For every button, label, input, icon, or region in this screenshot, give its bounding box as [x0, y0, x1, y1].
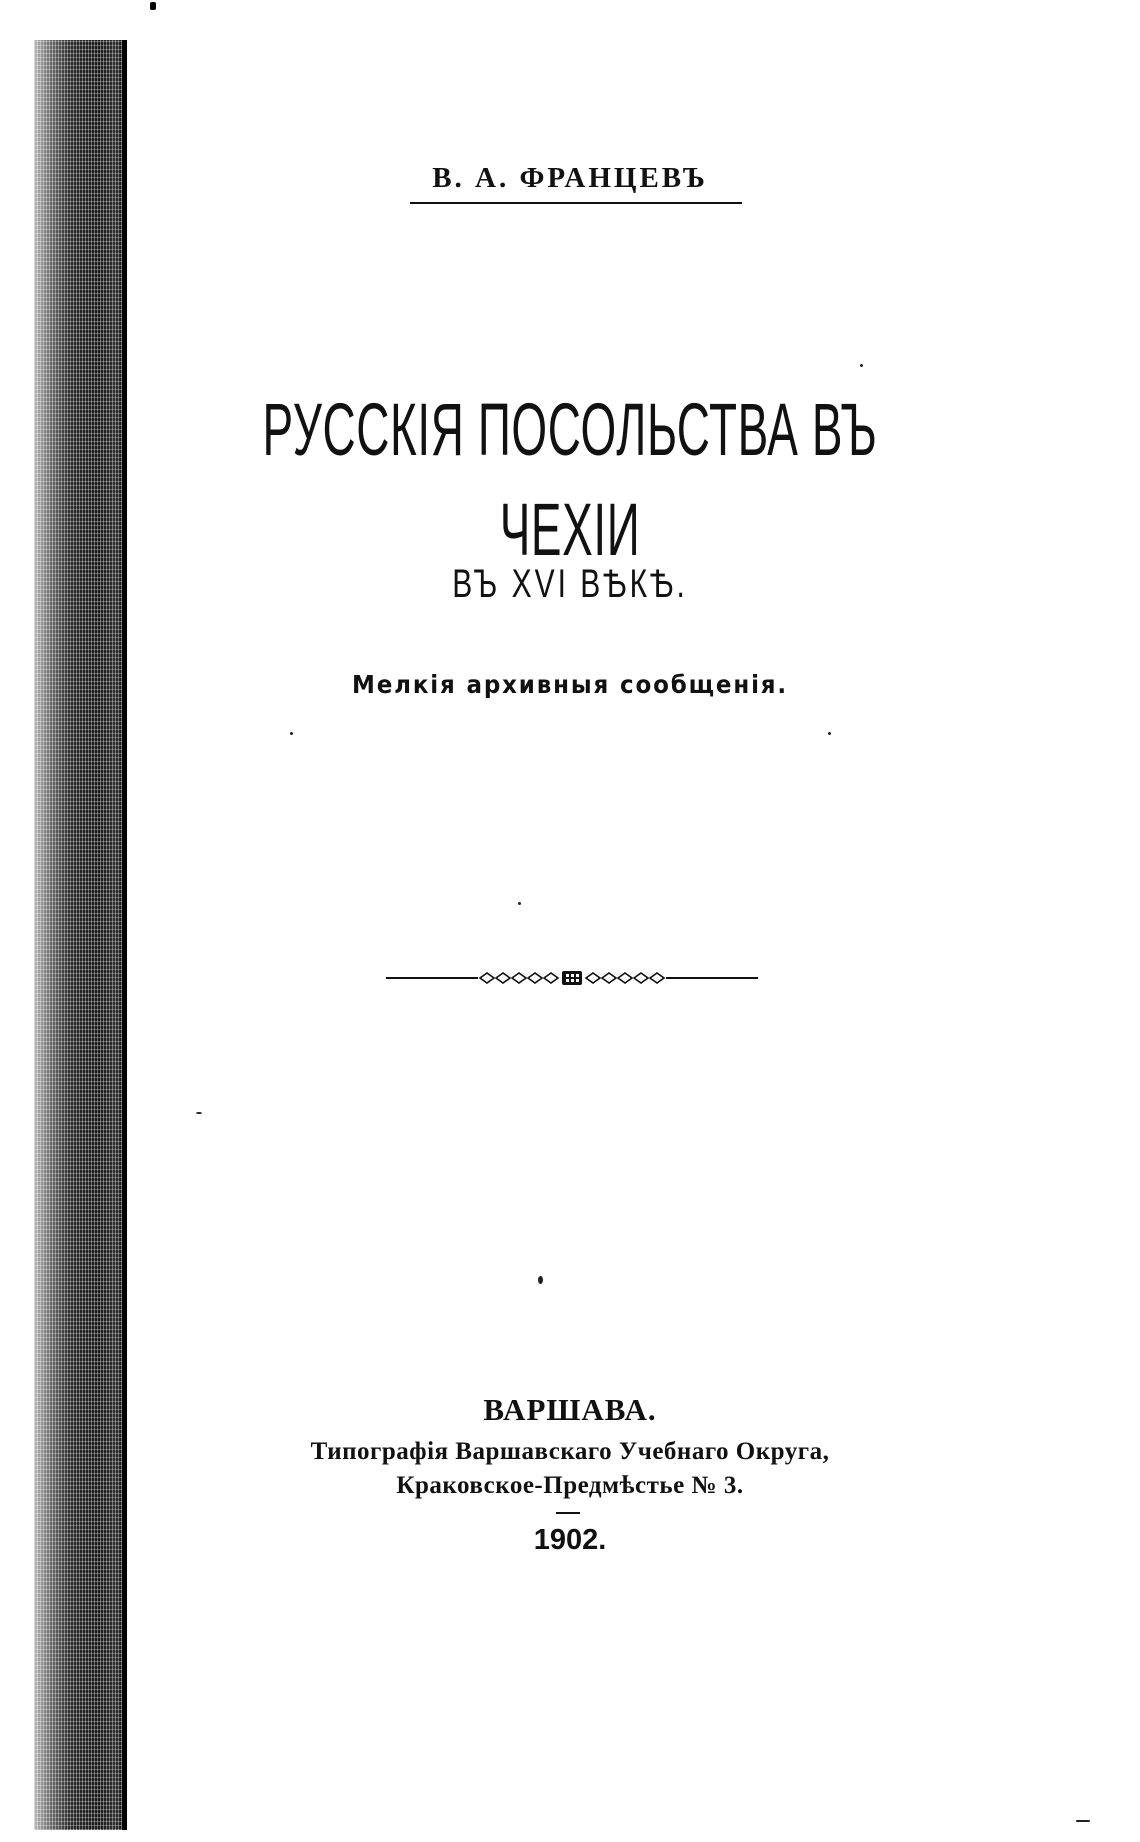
binding-spine: [34, 40, 126, 1830]
book-secondary-subtitle: Мелкія архивныя сообщенія.: [351, 670, 788, 699]
author-name: В. А. ФРАНЦЕВЪ: [432, 162, 708, 194]
scan-speck: [196, 1112, 202, 1114]
ornament-divider: [386, 968, 758, 988]
scan-speck: [518, 902, 521, 905]
scan-speck: [1076, 1820, 1090, 1822]
author-underline: [410, 202, 742, 204]
imprint-address: Краковское-Предмѣстье № 3.: [396, 1472, 744, 1499]
imprint-year: 1902.: [533, 1524, 607, 1556]
spine-edge: [122, 40, 127, 1830]
corner-mark: [150, 2, 156, 10]
scan-speck: [290, 732, 293, 735]
imprint-printer: Типографія Варшавскаго Учебнаго Округа,: [310, 1438, 830, 1465]
scan-speck: [538, 1276, 543, 1284]
scan-speck: [860, 364, 863, 367]
imprint-city: ВАРШАВА.: [483, 1392, 657, 1427]
book-subtitle: ВЪ XVI ВѢКѢ.: [452, 562, 688, 606]
book-title: РУССКІЯ ПОСОЛЬСТВА ВЪ ЧЕХІИ: [262, 388, 878, 571]
scan-speck: [828, 732, 831, 735]
year-rule: [556, 1512, 580, 1514]
